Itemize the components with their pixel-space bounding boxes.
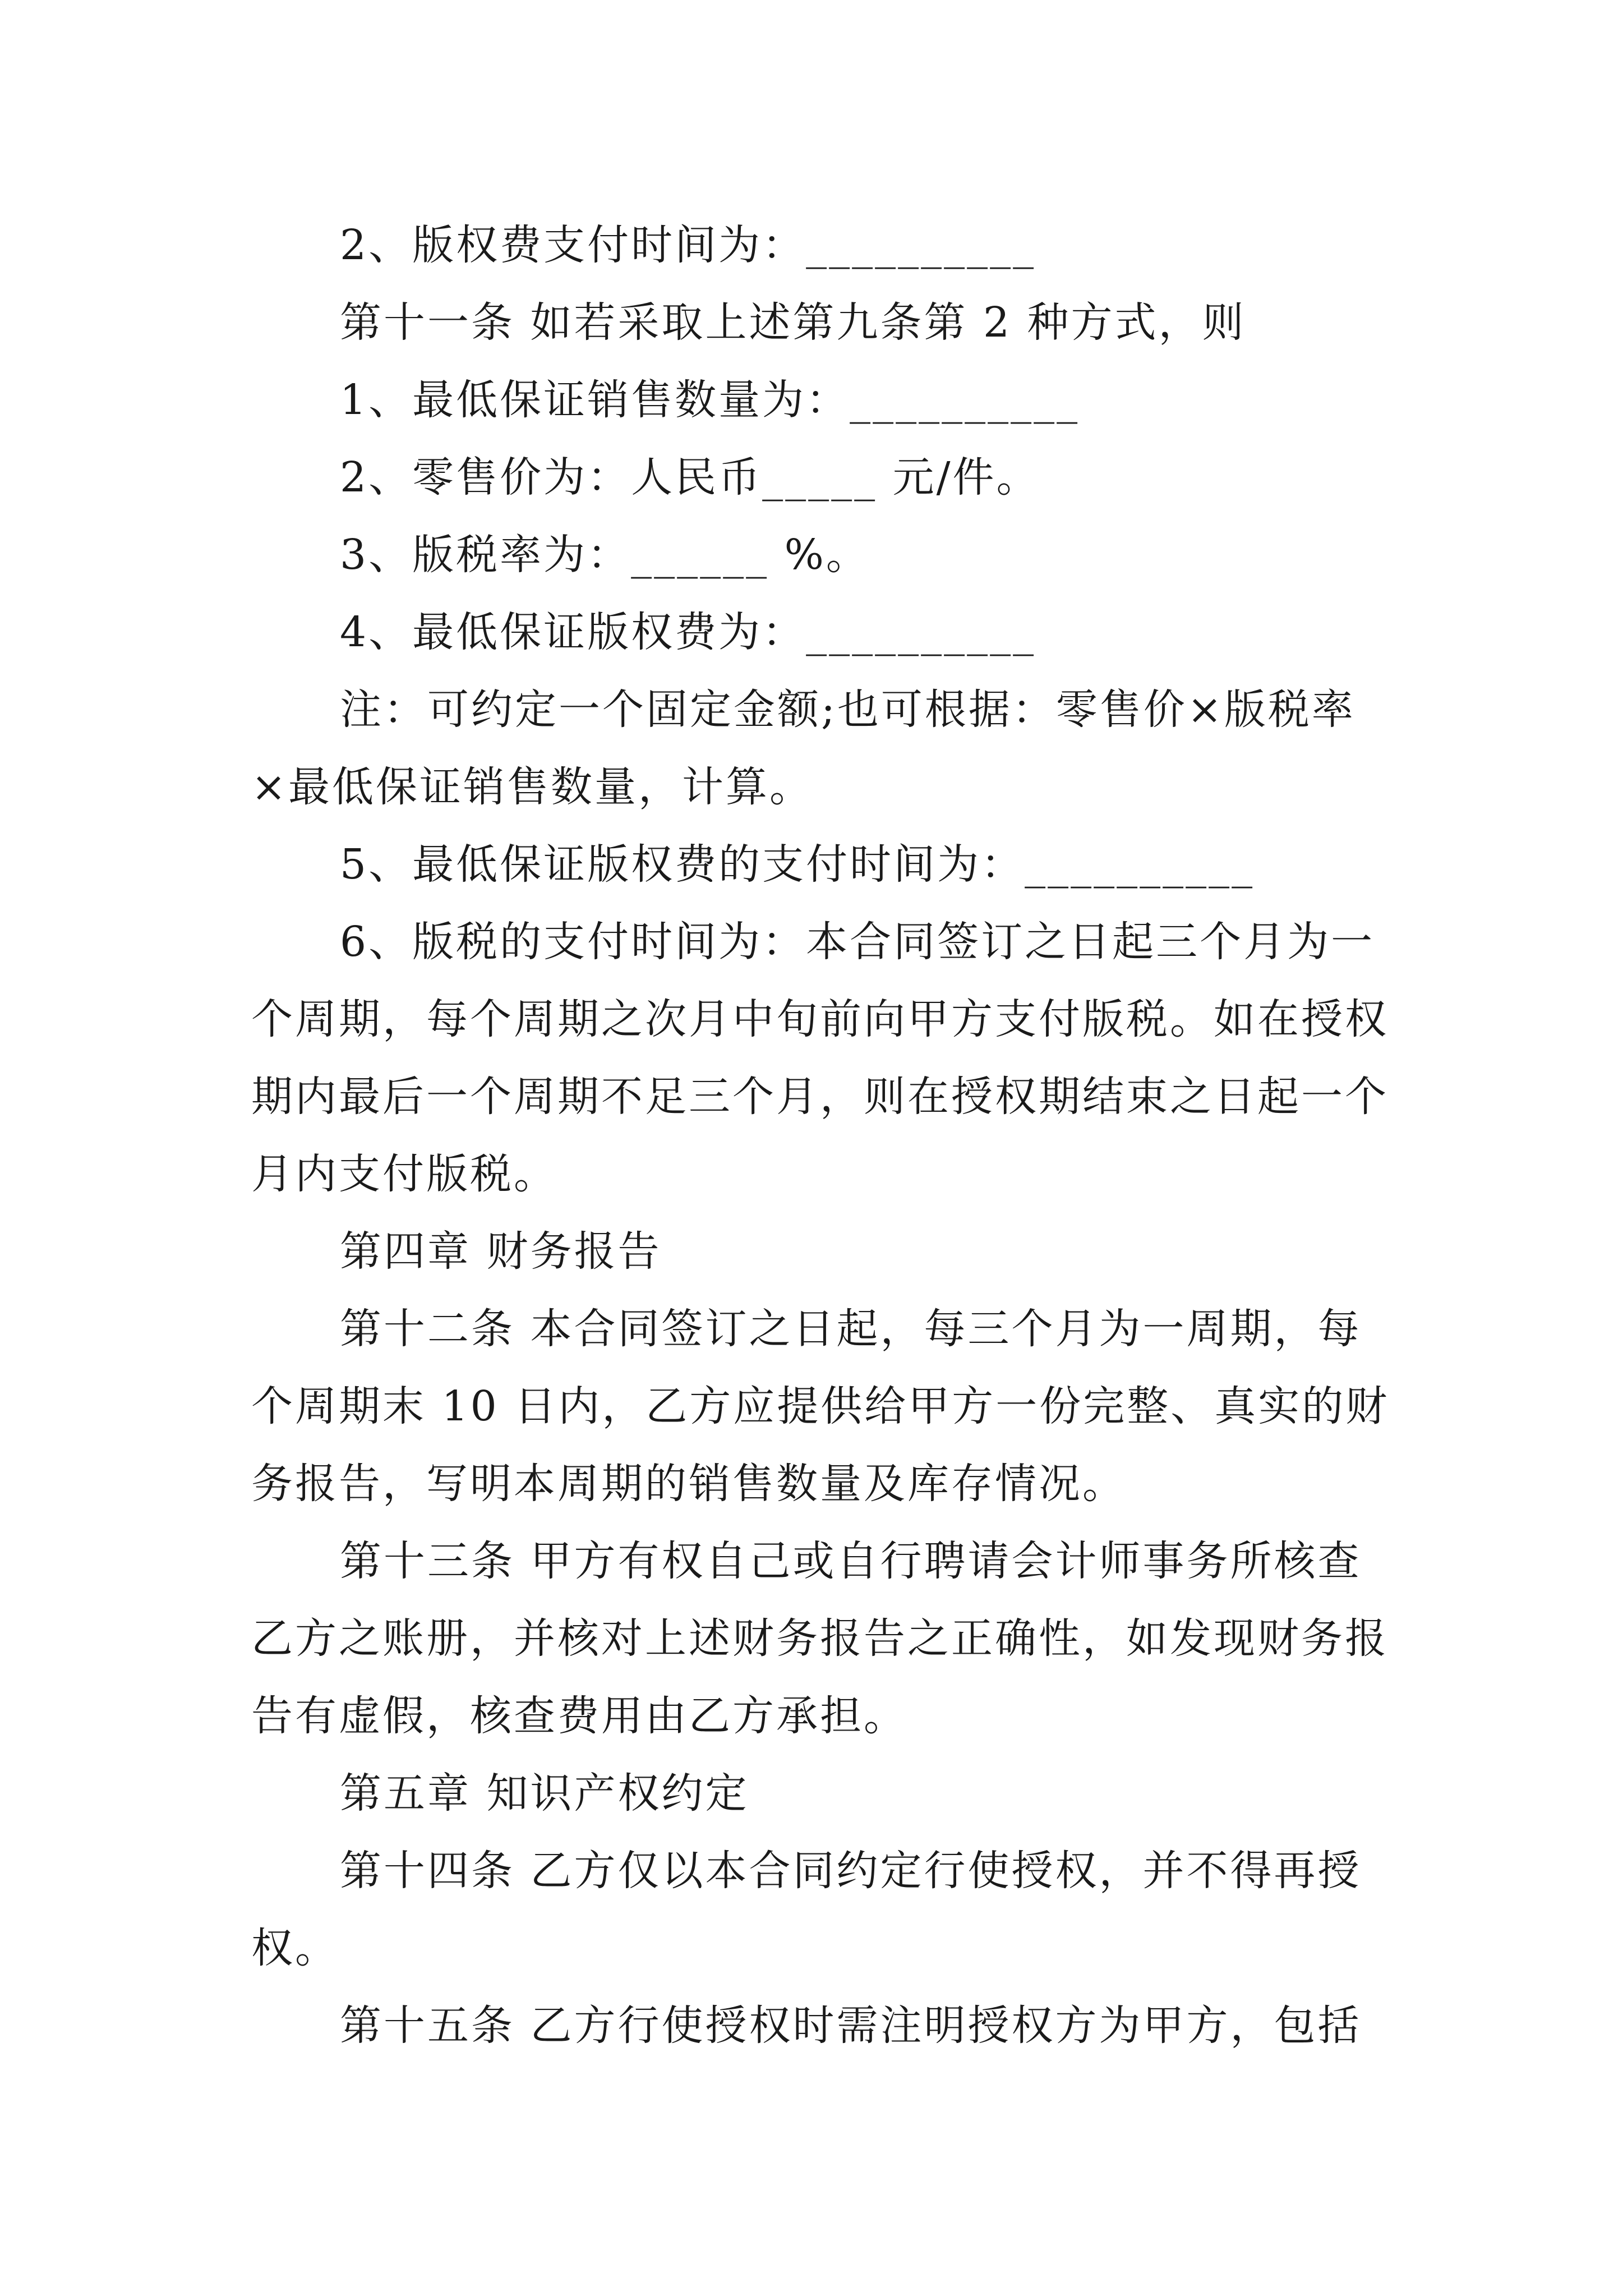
text-line: 第十三条 甲方有权自己或自行聘请会计师事务所核查 bbox=[340, 1537, 1362, 1585]
text-line: 2、零售价为：人民币_____ 元/件。 bbox=[340, 453, 1040, 501]
text-line: 乙方之账册，并核对上述财务报告之正确性，如发现财务报 bbox=[251, 1614, 1389, 1663]
text-line: 务报告，写明本周期的销售数量及库存情况。 bbox=[251, 1460, 1126, 1508]
text-line: ×最低保证销售数量，计算。 bbox=[251, 763, 814, 811]
text-line: 2、版权费支付时间为：__________ bbox=[340, 221, 1036, 269]
text-line: 第十四条 乙方仅以本合同约定行使授权，并不得再授 bbox=[340, 1847, 1362, 1895]
text-line: 第十一条 如若采取上述第九条第 2 种方式，则 bbox=[340, 298, 1246, 347]
text-line: 告有虚假，核查费用由乙方承担。 bbox=[251, 1692, 907, 1740]
text-line: 1、最低保证销售数量为：__________ bbox=[340, 376, 1080, 424]
text-line: 第十二条 本合同签订之日起，每三个月为一周期，每 bbox=[340, 1305, 1362, 1353]
text-line: 6、版税的支付时间为：本合同签订之日起三个月为一 bbox=[340, 918, 1375, 966]
text-line: 5、最低保证版权费的支付时间为：__________ bbox=[340, 840, 1255, 889]
text-line: 个周期末 10 日内，乙方应提供给甲方一份完整、真实的财 bbox=[251, 1382, 1390, 1430]
text-line: 权。 bbox=[251, 1924, 339, 1972]
text-line: 第十五条 乙方行使授权时需注明授权方为甲方，包括 bbox=[340, 2001, 1362, 2050]
chapter-heading: 第四章 财务报告 bbox=[340, 1227, 662, 1276]
text-line: 期内最后一个周期不足三个月，则在授权期结束之日起一个 bbox=[251, 1073, 1389, 1121]
chapter-heading: 第五章 知识产权约定 bbox=[340, 1769, 749, 1818]
text-line: 月内支付版税。 bbox=[251, 1150, 557, 1198]
text-line: 注：可约定一个固定金额;也可根据：零售价×版税率 bbox=[340, 685, 1355, 734]
text-line: 3、版税率为：______ %。 bbox=[340, 531, 870, 579]
text-line: 4、最低保证版权费为：__________ bbox=[340, 608, 1036, 656]
text-line: 个周期，每个周期之次月中旬前向甲方支付版税。如在授权 bbox=[251, 995, 1389, 1043]
